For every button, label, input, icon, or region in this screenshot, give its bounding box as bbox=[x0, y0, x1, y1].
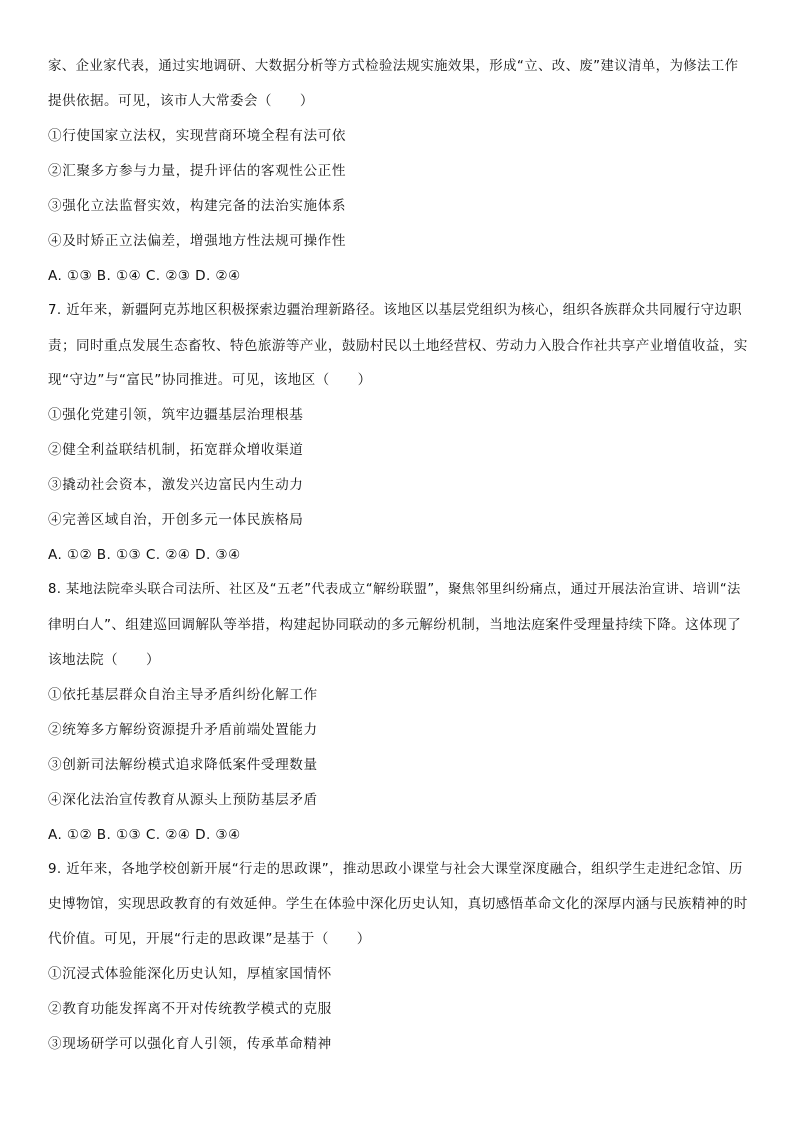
q7-option-1: ①强化党建引领，筑牢边疆基层治理根基 bbox=[48, 407, 304, 423]
q6-option-4: ④及时矫正立法偏差，增强地方性法规可操作性 bbox=[48, 233, 347, 249]
q7-option-3: ③撬动社会资本，激发兴边富民内生动力 bbox=[48, 477, 304, 493]
q6-option-2: ②汇聚多方参与力量，提升评估的客观性公正性 bbox=[48, 163, 347, 179]
q8-option-1: ①依托基层群众自治主导矛盾纠纷化解工作 bbox=[48, 687, 318, 703]
q7-option-4: ④完善区域自治，开创多元一体民族格局 bbox=[48, 512, 304, 528]
q8-stem-line-2: 律明白人”、组建巡回调解队等举措，构建起协同联动的多元解纷机制，当地法庭案件受理量持续下降。这体现了 bbox=[48, 617, 742, 633]
q7-stem-line-2: 责；同时重点发展生态畜牧、特色旅游等产业，鼓励村民以土地经营权、劳动力入股合作社共享产业增值收益，实 bbox=[48, 338, 748, 354]
q9-option-1: ①沉浸式体验能深化历史认知，厚植家国情怀 bbox=[48, 966, 332, 982]
q8-stem-line-1: 8. 某地法院牵头联合司法所、社区及“五老”代表成立“解纷联盟”，聚焦邻里纠纷痛点，通过开展法治宣讲、培训“法 bbox=[48, 582, 741, 597]
q6-answer-choices: A. ①③ B. ①④ C. ②③ D. ②④ bbox=[48, 268, 241, 284]
q8-option-3: ③创新司法解纷模式追求降低案件受理数量 bbox=[48, 757, 318, 773]
q7-stem-line-3: 现“守边”与“富民”协同推进。可见，该地区（ ） bbox=[48, 372, 372, 388]
q6-option-1: ①行使国家立法权，实现营商环境全程有法可依 bbox=[48, 128, 347, 144]
q6-option-3: ③强化立法监督实效，构建完备的法治实施体系 bbox=[48, 198, 347, 214]
q8-answer-choices: A. ①② B. ①③ C. ②④ D. ③④ bbox=[48, 827, 241, 843]
q7-answer-choices: A. ①② B. ①③ C. ②④ D. ③④ bbox=[48, 547, 241, 563]
q9-stem-line-2: 史博物馆，实现思政教育的有效延伸。学生在体验中深化历史认知，真切感悟革命文化的深厚内涵与民族精神的时 bbox=[48, 896, 748, 912]
q8-option-2: ②统筹多方解纷资源提升矛盾前端处置能力 bbox=[48, 722, 318, 738]
q6-stem-line-1: 家、企业家代表，通过实地调研、大数据分析等方式检验法规实施效果，形成“立、改、废”建议清单，为修法工作 bbox=[48, 59, 739, 74]
q6-stem-line-2: 提供依据。可见，该市人大常委会（ ） bbox=[48, 93, 314, 109]
q7-stem-line-1: 7. 近年来，新疆阿克苏地区积极探索边疆治理新路径。该地区以基层党组织为核心，组织各族群众共同履行守边职 bbox=[48, 303, 742, 318]
q9-stem-line-3: 代价值。可见，开展“行走的思政课”是基于（ ） bbox=[48, 931, 371, 947]
q8-option-4: ④深化法治宣传教育从源头上预防基层矛盾 bbox=[48, 792, 318, 808]
q9-stem-line-1: 9. 近年来，各地学校创新开展“行走的思政课”，推动思政小课堂与社会大课堂深度融合，组织学生走进纪念馆、历 bbox=[48, 862, 743, 877]
q9-option-3: ③现场研学可以强化育人引领，传承革命精神 bbox=[48, 1036, 332, 1052]
q7-option-2: ②健全利益联结机制，拓宽群众增收渠道 bbox=[48, 442, 304, 458]
q8-stem-line-3: 该地法院（ ） bbox=[48, 652, 160, 668]
q9-option-2: ②教育功能发挥离不开对传统教学模式的克服 bbox=[48, 1001, 332, 1017]
